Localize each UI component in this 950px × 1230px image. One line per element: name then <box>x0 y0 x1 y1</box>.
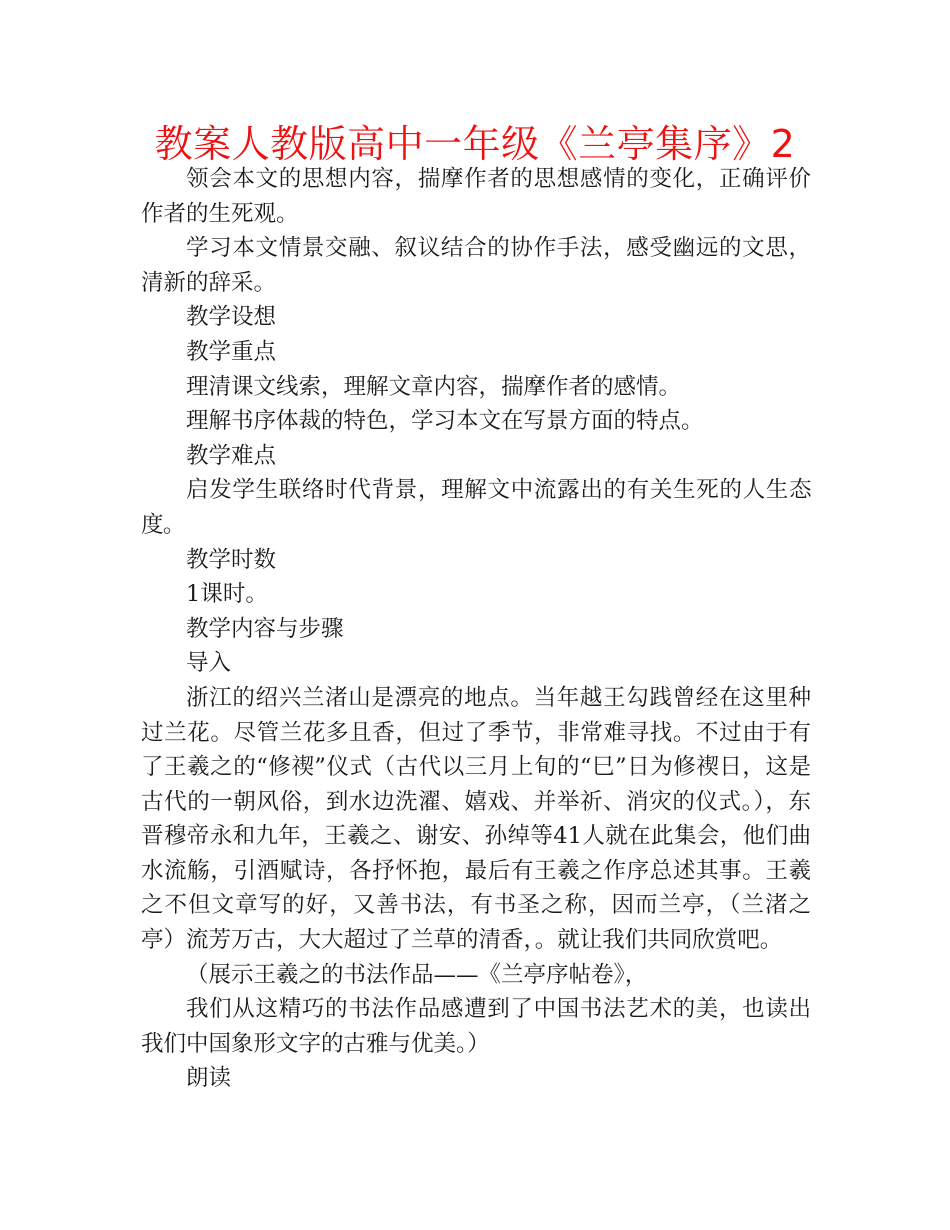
heading-introduction: 导入 <box>186 650 232 677</box>
heading-reading: 朗读 <box>186 1065 232 1092</box>
paragraph-objective-2: 学习本文情景交融、叙议结合的协作手法，感受幽远的文思，清新的辞采。 <box>141 235 811 296</box>
paragraph-difficulty: 启发学生联络时代背景，理解文中流露出的有关生死的人生态度。 <box>141 477 811 538</box>
heading-content-steps: 教学内容与步骤 <box>186 615 344 642</box>
paragraph-class-hours: 1课时。 <box>186 581 268 608</box>
document-body <box>141 162 811 1096</box>
paragraph-introduction: 浙江的绍兴兰渚山是漂亮的地点。当年越王勾践曾经在这里种过兰花。尽管兰花多且香，但过了季节，非常难寻找。不过由于有了王羲之的“修禊”仪式（古代以三月上旬的“巳”日为修禊日，这是古代的一朝风俗，到水边洗濯、嬉戏、并举祈、消灾的仪式。），东晋穆帝永和九年，王羲之、谢安、孙绰等41人就在此集会，他们曲水流觞，引酒赋诗，各抒怀抱，最后有王羲之作序总述其事。王羲之不但文章写的好，又善书法，有书圣之称，因而兰亭，（兰渚之亭）流芳万古，大大超过了兰草的清香，。就让我们共同欣赏吧。 <box>141 684 811 954</box>
paragraph-objective-1: 领会本文的思想内容，揣摩作者的思想感情的变化，正确评价作者的生死观。 <box>141 166 811 227</box>
heading-class-hours: 教学时数 <box>186 546 277 573</box>
paragraph-key-point-2: 理解书序体裁的特色，学习本文在写景方面的特点。 <box>186 408 704 435</box>
paragraph-show-calligraphy: （展示王羲之的书法作品——《兰亭序帖卷》， <box>186 961 648 988</box>
heading-difficulties: 教学难点 <box>186 442 277 469</box>
document-title: 教案人教版高中一年级《兰亭集序》2 <box>154 122 796 166</box>
heading-key-points: 教学重点 <box>186 338 277 365</box>
heading-teaching-plan: 教学设想 <box>186 304 277 331</box>
paragraph-key-point-1: 理清课文线索，理解文章内容，揣摩作者的感情。 <box>186 373 682 400</box>
paragraph-calligraphy-beauty: 我们从这精巧的书法作品感遭到了中国书法艺术的美，也读出我们中国象形文字的古雅与优美。） <box>141 996 811 1057</box>
